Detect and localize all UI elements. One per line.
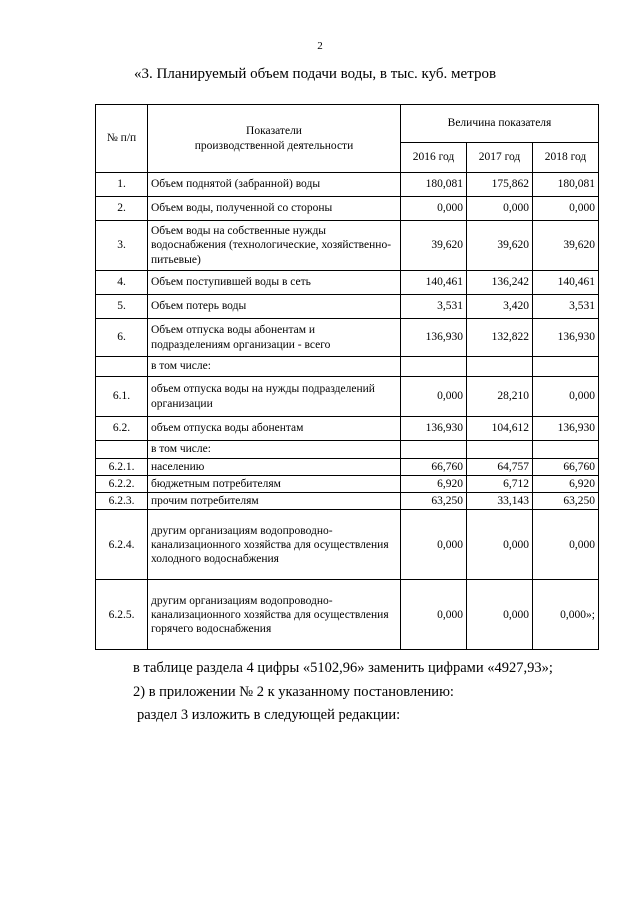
row-indicator: Объем воды на собственные нужды водоснабжения (технологические, хозяйственно-питьевые)	[148, 221, 401, 271]
header-year: 2017 год	[467, 143, 533, 173]
section-heading: «3. Планируемый объем подачи воды, в тыс. куб. метров	[134, 66, 497, 82]
paragraph-1: в таблице раздела 4 цифры «5102,96» заменить цифрами «4927,93»;	[133, 660, 553, 676]
water-supply-table	[95, 104, 599, 650]
row-number: 5.	[96, 295, 148, 319]
table-row	[96, 319, 599, 357]
row-value: 0,000	[533, 197, 599, 221]
row-value: 136,930	[401, 319, 467, 357]
row-indicator: Объем поступившей воды в сеть	[148, 271, 401, 295]
row-value: 39,620	[467, 221, 533, 271]
row-value: 180,081	[533, 173, 599, 197]
row-value: 6,712	[467, 476, 533, 493]
table-row	[96, 510, 599, 580]
row-value: 6,920	[533, 476, 599, 493]
header-indicator	[148, 105, 401, 173]
row-value	[467, 441, 533, 459]
table-row	[96, 459, 599, 476]
table-row	[96, 441, 599, 459]
row-indicator: бюджетным потребителям	[148, 476, 401, 493]
row-value: 0,000	[533, 510, 599, 580]
row-value	[401, 357, 467, 377]
row-indicator: объем отпуска воды абонентам	[148, 417, 401, 441]
table-row	[96, 271, 599, 295]
header-num: № п/п	[96, 105, 148, 173]
header-year: 2016 год	[401, 143, 467, 173]
row-number: 3.	[96, 221, 148, 271]
header-year: 2018 год	[533, 143, 599, 173]
row-value: 175,862	[467, 173, 533, 197]
row-indicator: Объем потерь воды	[148, 295, 401, 319]
table-row	[96, 417, 599, 441]
paragraph-3: раздел 3 изложить в следующей редакции:	[137, 707, 401, 723]
row-value: 0,000	[467, 580, 533, 650]
row-value	[467, 357, 533, 377]
row-value: 104,612	[467, 417, 533, 441]
row-number: 4.	[96, 271, 148, 295]
row-value: 64,757	[467, 459, 533, 476]
row-number: 6.2.4.	[96, 510, 148, 580]
row-indicator: другим организациям водопроводно-канализационного хозяйства для осуществления горячего водоснабжения	[148, 580, 401, 650]
row-indicator: Объем воды, полученной со стороны	[148, 197, 401, 221]
paragraph-2: 2) в приложении № 2 к указанному постановлению:	[133, 684, 454, 700]
row-value: 3,531	[401, 295, 467, 319]
row-number	[96, 357, 148, 377]
row-number: 6.	[96, 319, 148, 357]
row-value: 39,620	[533, 221, 599, 271]
row-indicator: в том числе:	[148, 357, 401, 377]
table-row	[96, 295, 599, 319]
row-value: 33,143	[467, 493, 533, 510]
row-value: 66,760	[401, 459, 467, 476]
row-value: 39,620	[401, 221, 467, 271]
row-value: 3,531	[533, 295, 599, 319]
row-number: 6.2.3.	[96, 493, 148, 510]
row-value: 6,920	[401, 476, 467, 493]
row-value: 0,000	[401, 197, 467, 221]
row-number: 6.2.5.	[96, 580, 148, 650]
row-number: 2.	[96, 197, 148, 221]
table-row	[96, 580, 599, 650]
row-value	[533, 357, 599, 377]
row-number: 1.	[96, 173, 148, 197]
row-indicator: другим организациям водопроводно-канализационного хозяйства для осуществления холодного водоснабжения	[148, 510, 401, 580]
row-indicator: объем отпуска воды на нужды подразделений организации	[148, 377, 401, 417]
header-indicator-line1: Показатели	[246, 125, 302, 138]
header-row	[96, 105, 599, 143]
row-value: 136,930	[533, 417, 599, 441]
table-row	[96, 476, 599, 493]
row-value: 0,000	[401, 510, 467, 580]
row-value: 140,461	[401, 271, 467, 295]
table-row	[96, 173, 599, 197]
row-indicator: в том числе:	[148, 441, 401, 459]
row-indicator: Объем отпуска воды абонентам и подразделениям организации - всего	[148, 319, 401, 357]
row-indicator: Объем поднятой (забранной) воды	[148, 173, 401, 197]
row-value: 140,461	[533, 271, 599, 295]
row-value: 0,000	[467, 510, 533, 580]
row-value: 136,930	[401, 417, 467, 441]
row-value: 180,081	[401, 173, 467, 197]
header-indicator-line2: производственной деятельности	[194, 139, 354, 152]
row-indicator: прочим потребителям	[148, 493, 401, 510]
row-number: 6.2.2.	[96, 476, 148, 493]
row-value: 0,000	[401, 377, 467, 417]
row-value: 66,760	[533, 459, 599, 476]
row-number	[96, 441, 148, 459]
page-number: 2	[317, 40, 323, 52]
table-row	[96, 493, 599, 510]
row-value: 0,000	[467, 197, 533, 221]
row-value: 0,000»;	[533, 580, 599, 650]
row-number: 6.1.	[96, 377, 148, 417]
row-value: 136,242	[467, 271, 533, 295]
row-value: 0,000	[401, 580, 467, 650]
table-row	[96, 377, 599, 417]
row-value: 0,000	[533, 377, 599, 417]
row-value	[533, 441, 599, 459]
table-row	[96, 357, 599, 377]
row-number: 6.2.1.	[96, 459, 148, 476]
row-value: 3,420	[467, 295, 533, 319]
row-value: 132,822	[467, 319, 533, 357]
row-value: 63,250	[533, 493, 599, 510]
row-value: 136,930	[533, 319, 599, 357]
row-value	[401, 441, 467, 459]
row-indicator: населению	[148, 459, 401, 476]
row-value: 63,250	[401, 493, 467, 510]
header-value: Величина показателя	[401, 105, 599, 143]
row-number: 6.2.	[96, 417, 148, 441]
row-value: 28,210	[467, 377, 533, 417]
table-row	[96, 221, 599, 271]
table-row	[96, 197, 599, 221]
